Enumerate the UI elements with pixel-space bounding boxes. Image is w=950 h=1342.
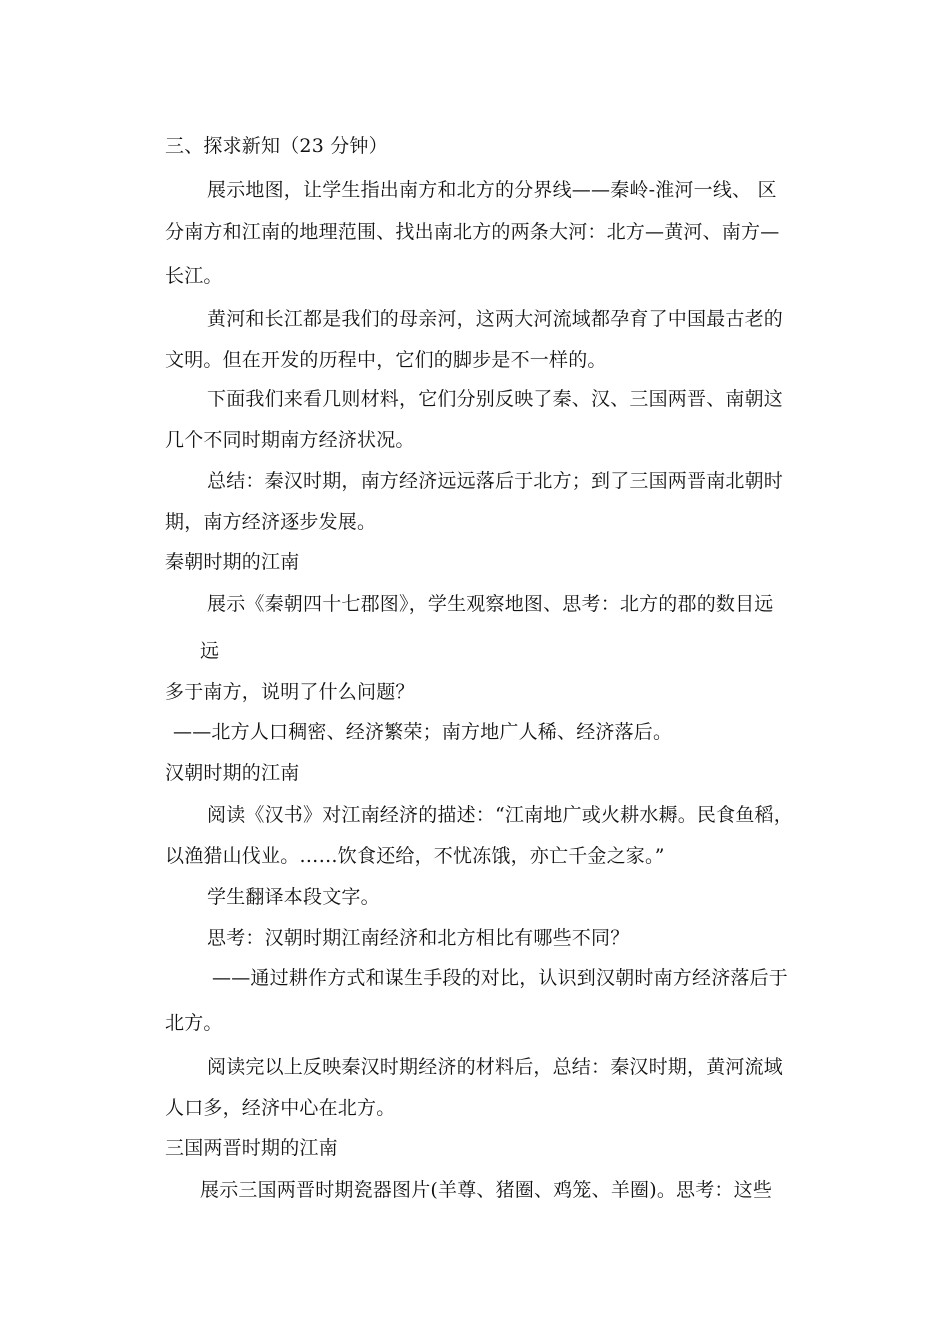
paragraph-line: 展示地图，让学生指出南方和北方的分界线——秦岭-淮河一线、 区 (207, 179, 777, 201)
paragraph-line: 展示三国两晋时期瓷器图片(羊尊、猪圈、鸡笼、羊圈)。思考：这些 (200, 1179, 773, 1201)
paragraph-line: 期，南方经济逐步发展。 (165, 511, 377, 533)
paragraph-line: ——北方人口稠密、经济繁荣；南方地广人稀、经济落后。 (173, 721, 673, 743)
subsection-heading: 秦朝时期的江南 (165, 551, 300, 573)
paragraph-line: 下面我们来看几则材料，它们分别反映了秦、汉、三国两晋、南朝这 (207, 388, 784, 410)
paragraph-line: 几个不同时期南方经济状况。 (165, 429, 415, 451)
paragraph-line: ——通过耕作方式和谋生手段的对比，认识到汉朝时南方经济落后于 (212, 967, 789, 989)
paragraph-line: 黄河和长江都是我们的母亲河，这两大河流域都孕育了中国最古老的 (207, 308, 784, 330)
subsection-heading: 三国两晋时期的江南 (165, 1137, 338, 1159)
paragraph-line: 多于南方，说明了什么问题？ (165, 681, 415, 703)
paragraph-line: 思考：汉朝时期江南经济和北方相比有哪些不同？ (207, 927, 630, 949)
paragraph-line: 北方。 (165, 1012, 223, 1034)
paragraph-line: 总结：秦汉时期，南方经济远远落后于北方；到了三国两晋南北朝时 (207, 470, 784, 492)
paragraph-line: 长江。 (165, 265, 223, 287)
paragraph-line: 人口多，经济中心在北方。 (165, 1097, 396, 1119)
paragraph-line: 学生翻译本段文字。 (207, 886, 380, 908)
subsection-heading: 汉朝时期的江南 (165, 762, 300, 784)
section-heading: 三、探求新知（23 分钟） (165, 135, 388, 157)
paragraph-line: 阅读完以上反映秦汉时期经济的材料后，总结：秦汉时期，黄河流域 (207, 1056, 784, 1078)
paragraph-line: 阅读《汉书》对江南经济的描述：“江南地广或火耕水耨。民食鱼稻， (207, 804, 793, 826)
paragraph-line: 以渔猎山伐业。……饮食还给，不忧冻饿，亦亡千金之家。” (165, 845, 665, 867)
paragraph-line: 远 (200, 640, 220, 662)
paragraph-line: 分南方和江南的地理范围、找出南北方的两条大河：北方—黄河、南方— (165, 221, 780, 243)
paragraph-line: 文明。但在开发的历程中，它们的脚步是不一样的。 (165, 349, 607, 371)
paragraph-line: 展示《秦朝四十七郡图》，学生观察地图、思考：北方的郡的数目远 (207, 593, 774, 615)
